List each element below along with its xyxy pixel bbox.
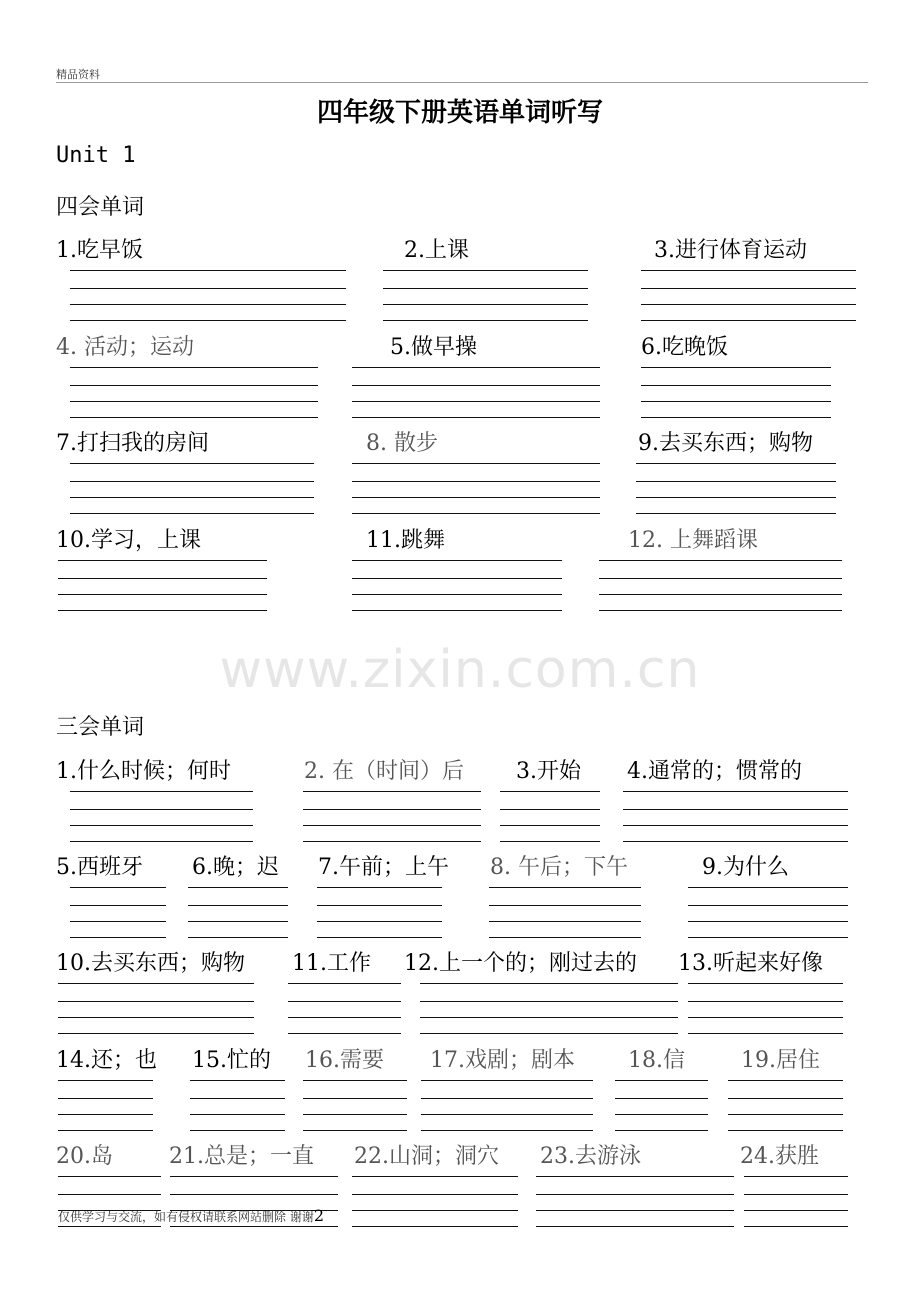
four-answer-line-7-3 (70, 497, 314, 498)
three-word-2: 2. 在（时间）后 (304, 759, 464, 784)
three-answer-line-3-1 (500, 791, 600, 792)
three-answer-line-15-1 (190, 1080, 285, 1081)
three-answer-line-2-3 (303, 825, 481, 826)
three-word-12: 12.上一个的；刚过去的 (404, 951, 637, 976)
four-answer-line-12-3 (599, 594, 842, 595)
four-answer-line-10-2 (58, 578, 267, 579)
three-answer-line-7-2 (317, 905, 442, 906)
three-word-20: 20.岛 (56, 1144, 113, 1169)
four-answer-line-6-2 (641, 385, 831, 386)
three-word-22: 22.山洞；洞穴 (354, 1144, 499, 1169)
three-answer-line-18-4 (615, 1130, 708, 1131)
three-answer-line-1-1 (70, 791, 253, 792)
header-divider (56, 82, 868, 83)
four-answer-line-11-1 (352, 560, 562, 561)
three-answer-line-4-4 (623, 841, 848, 842)
three-answer-line-8-2 (489, 905, 641, 906)
three-answer-line-16-1 (303, 1080, 407, 1081)
three-word-16: 16.需要 (305, 1048, 384, 1073)
three-word-3: 3.开始 (516, 759, 581, 784)
three-answer-line-19-2 (728, 1098, 843, 1099)
three-answer-line-22-2 (352, 1194, 518, 1195)
three-answer-line-15-3 (190, 1114, 285, 1115)
three-answer-line-19-1 (728, 1080, 843, 1081)
four-word-11: 11.跳舞 (366, 528, 445, 553)
three-answer-line-24-3 (744, 1210, 848, 1211)
three-answer-line-6-2 (188, 905, 288, 906)
four-answer-line-9-2 (636, 481, 836, 482)
page-number: 2 (313, 1206, 325, 1225)
three-answer-line-22-3 (352, 1210, 518, 1211)
three-answer-line-5-3 (70, 921, 166, 922)
three-answer-line-13-1 (688, 983, 843, 984)
three-answer-line-17-4 (421, 1130, 593, 1131)
three-word-5: 5.西班牙 (56, 855, 143, 880)
three-answer-line-7-3 (317, 921, 442, 922)
four-answer-line-1-4 (70, 320, 346, 321)
three-word-6: 6.晚；迟 (192, 855, 279, 880)
four-answer-line-3-4 (641, 320, 856, 321)
three-answer-line-16-3 (303, 1114, 407, 1115)
footer-text: 仅供学习与交流，如有侵权请联系网站删除 谢谢 (58, 1210, 314, 1224)
three-answer-line-3-4 (500, 841, 600, 842)
header-label: 精品资料 (56, 68, 100, 81)
four-word-9: 9.去买东西；购物 (638, 431, 813, 456)
three-answer-line-18-2 (615, 1098, 708, 1099)
four-word-4: 4. 活动；运动 (56, 335, 194, 360)
three-answer-line-12-2 (420, 1001, 678, 1002)
three-answer-line-19-3 (728, 1114, 843, 1115)
three-answer-line-5-4 (70, 937, 166, 938)
four-answer-line-1-3 (70, 304, 346, 305)
four-answer-line-3-1 (641, 270, 856, 271)
three-answer-line-14-3 (58, 1114, 153, 1115)
four-answer-line-4-1 (70, 367, 318, 368)
page-title: 四年级下册英语单词听写 (316, 98, 603, 128)
three-answer-line-8-3 (489, 921, 641, 922)
four-answer-line-7-1 (70, 463, 314, 464)
three-answer-line-11-4 (288, 1033, 401, 1034)
three-answer-line-21-1 (170, 1176, 338, 1177)
three-word-21: 21.总是；一直 (169, 1144, 314, 1169)
three-word-19: 19.居住 (741, 1048, 820, 1073)
three-answer-line-5-2 (70, 905, 166, 906)
four-word-5: 5.做早操 (390, 335, 477, 360)
three-answer-line-18-3 (615, 1114, 708, 1115)
three-answer-line-10-4 (58, 1033, 254, 1034)
three-answer-line-5-1 (70, 887, 166, 888)
three-answer-line-23-1 (536, 1176, 734, 1177)
four-answer-line-8-4 (352, 513, 600, 514)
three-answer-line-19-4 (728, 1130, 843, 1131)
three-answer-line-23-4 (536, 1226, 734, 1227)
three-answer-line-12-3 (420, 1017, 678, 1018)
four-answer-line-10-3 (58, 594, 267, 595)
three-answer-line-2-2 (303, 809, 481, 810)
three-word-11: 11.工作 (292, 951, 371, 976)
four-answer-line-5-4 (352, 417, 600, 418)
four-answer-line-6-3 (641, 401, 831, 402)
three-answer-line-23-3 (536, 1210, 734, 1211)
four-answer-line-6-1 (641, 367, 831, 368)
three-word-1: 1.什么时候；何时 (56, 759, 231, 784)
four-answer-line-9-1 (636, 463, 836, 464)
watermark: www.zixin.com.cn (219, 640, 701, 700)
four-word-12: 12. 上舞蹈课 (628, 528, 758, 553)
three-word-17: 17.戏剧；剧本 (430, 1048, 575, 1073)
three-answer-line-2-1 (303, 791, 481, 792)
three-answer-line-11-3 (288, 1017, 401, 1018)
three-answer-line-21-4 (170, 1226, 338, 1227)
four-answer-line-1-1 (70, 270, 346, 271)
three-answer-line-21-2 (170, 1194, 338, 1195)
three-word-10: 10.去买东西；购物 (56, 951, 245, 976)
three-answer-line-20-1 (58, 1176, 161, 1177)
three-answer-line-10-2 (58, 1001, 254, 1002)
three-answer-line-20-2 (58, 1194, 161, 1195)
four-answer-line-5-2 (352, 385, 600, 386)
three-answer-line-23-2 (536, 1194, 734, 1195)
three-answer-line-22-1 (352, 1176, 518, 1177)
three-word-8: 8. 午后；下午 (490, 855, 628, 880)
four-answer-line-2-4 (383, 320, 588, 321)
three-answer-line-8-1 (489, 887, 641, 888)
four-word-6: 6.吃晚饭 (641, 335, 728, 360)
three-answer-line-14-2 (58, 1098, 153, 1099)
three-answer-line-18-1 (615, 1080, 708, 1081)
three-answer-line-9-1 (688, 887, 848, 888)
three-answer-line-15-2 (190, 1098, 285, 1099)
three-answer-line-20-4 (58, 1226, 161, 1227)
three-answer-line-12-1 (420, 983, 678, 984)
four-answer-line-7-2 (70, 481, 314, 482)
three-answer-line-24-4 (744, 1226, 848, 1227)
three-answer-line-16-2 (303, 1098, 407, 1099)
four-answer-line-4-2 (70, 385, 318, 386)
three-answer-line-4-1 (623, 791, 848, 792)
section-four-heading: 四会单词 (56, 195, 145, 220)
three-answer-line-13-4 (688, 1033, 843, 1034)
section-three-heading: 三会单词 (56, 715, 145, 740)
three-word-4: 4.通常的；惯常的 (627, 759, 802, 784)
four-answer-line-12-4 (599, 610, 842, 611)
three-answer-line-4-3 (623, 825, 848, 826)
three-answer-line-17-3 (421, 1114, 593, 1115)
three-answer-line-1-4 (70, 841, 253, 842)
three-answer-line-7-1 (317, 887, 442, 888)
three-answer-line-2-4 (303, 841, 481, 842)
four-answer-line-1-2 (70, 288, 346, 289)
unit-heading: Unit 1 (56, 143, 136, 168)
four-answer-line-4-4 (70, 417, 318, 418)
three-answer-line-4-2 (623, 809, 848, 810)
three-answer-line-13-3 (688, 1017, 843, 1018)
three-answer-line-8-4 (489, 937, 641, 938)
four-answer-line-3-2 (641, 288, 856, 289)
four-answer-line-9-3 (636, 497, 836, 498)
four-answer-line-7-4 (70, 513, 314, 514)
four-answer-line-10-1 (58, 560, 267, 561)
three-answer-line-3-3 (500, 825, 600, 826)
three-word-9: 9.为什么 (702, 855, 789, 880)
four-word-7: 7.打扫我的房间 (56, 431, 209, 456)
three-word-13: 13.听起来好像 (678, 951, 823, 976)
three-answer-line-9-3 (688, 921, 848, 922)
three-answer-line-9-2 (688, 905, 848, 906)
three-answer-line-6-3 (188, 921, 288, 922)
three-answer-line-11-1 (288, 983, 401, 984)
three-answer-line-6-4 (188, 937, 288, 938)
three-word-14: 14.还；也 (56, 1048, 157, 1073)
three-answer-line-10-1 (58, 983, 254, 984)
four-answer-line-8-3 (352, 497, 600, 498)
three-word-15: 15.忙的 (192, 1048, 271, 1073)
four-answer-line-3-3 (641, 304, 856, 305)
three-answer-line-13-2 (688, 1001, 843, 1002)
four-word-10: 10.学习，上课 (56, 528, 201, 553)
three-answer-line-1-3 (70, 825, 253, 826)
three-answer-line-17-2 (421, 1098, 593, 1099)
three-answer-line-14-4 (58, 1130, 153, 1131)
three-answer-line-15-4 (190, 1130, 285, 1131)
four-answer-line-10-4 (58, 610, 267, 611)
four-answer-line-4-3 (70, 401, 318, 402)
three-answer-line-16-4 (303, 1130, 407, 1131)
four-answer-line-8-2 (352, 481, 600, 482)
footer (58, 1206, 324, 1225)
three-answer-line-22-4 (352, 1226, 518, 1227)
four-word-2: 2.上课 (404, 238, 469, 263)
three-answer-line-7-4 (317, 937, 442, 938)
three-answer-line-17-1 (421, 1080, 593, 1081)
four-answer-line-9-4 (636, 513, 836, 514)
three-answer-line-9-4 (688, 937, 848, 938)
three-answer-line-24-1 (744, 1176, 848, 1177)
three-answer-line-3-2 (500, 809, 600, 810)
four-answer-line-8-1 (352, 463, 600, 464)
four-answer-line-12-2 (599, 578, 842, 579)
three-answer-line-1-2 (70, 809, 253, 810)
four-answer-line-2-2 (383, 288, 588, 289)
four-answer-line-11-2 (352, 578, 562, 579)
four-word-1: 1.吃早饭 (56, 238, 143, 263)
four-answer-line-12-1 (599, 560, 842, 561)
three-word-18: 18.信 (628, 1048, 685, 1073)
four-answer-line-5-1 (352, 367, 600, 368)
three-answer-line-11-2 (288, 1001, 401, 1002)
four-word-8: 8. 散步 (366, 431, 438, 456)
three-answer-line-12-4 (420, 1033, 678, 1034)
four-word-3: 3.进行体育运动 (654, 238, 807, 263)
three-answer-line-14-1 (58, 1080, 153, 1081)
four-answer-line-5-3 (352, 401, 600, 402)
three-word-24: 24.获胜 (740, 1144, 819, 1169)
four-answer-line-11-3 (352, 594, 562, 595)
four-answer-line-2-1 (383, 270, 588, 271)
three-word-23: 23.去游泳 (540, 1144, 641, 1169)
four-answer-line-11-4 (352, 610, 562, 611)
three-answer-line-6-1 (188, 887, 288, 888)
four-answer-line-2-3 (383, 304, 588, 305)
three-answer-line-10-3 (58, 1017, 254, 1018)
three-word-7: 7.午前；上午 (318, 855, 449, 880)
three-answer-line-24-2 (744, 1194, 848, 1195)
four-answer-line-6-4 (641, 417, 831, 418)
